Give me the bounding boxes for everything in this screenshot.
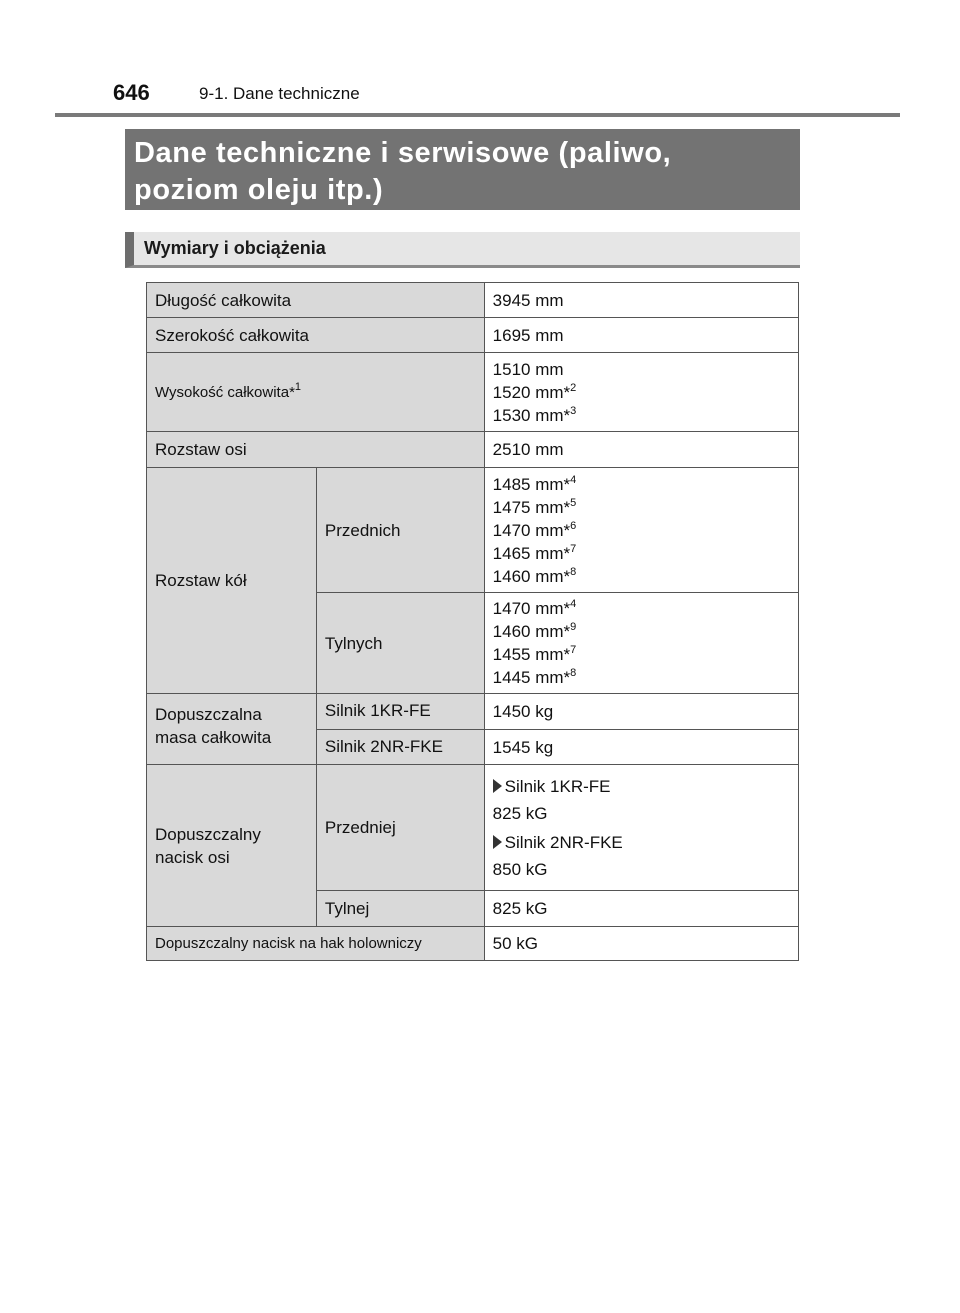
- engine-option: Silnik 1KR-FE: [493, 775, 790, 798]
- table-row: [147, 927, 799, 961]
- table-row: [147, 318, 799, 353]
- row-label: Wysokość całkowita*$^1$: [147, 353, 485, 432]
- row-label: Dopuszczalna masa całkowita: [147, 694, 317, 765]
- triangle-bullet-icon: [493, 835, 502, 849]
- row-sublabel: Silnik 2NR-FKE: [316, 730, 484, 765]
- page-number: 646: [113, 80, 150, 105]
- row-value: [484, 765, 798, 891]
- value-line: 1475 mm*$^5$: [492, 496, 577, 517]
- value-line: 1510 mm: [492, 359, 564, 379]
- subsection-title: Wymiary i obciążenia: [144, 238, 326, 258]
- row-value: 1695 mm: [484, 318, 798, 353]
- header-rule: [55, 113, 900, 117]
- row-value: [484, 468, 798, 593]
- subsection-header: [125, 232, 800, 268]
- row-label: Dopuszczalny nacisk osi: [147, 765, 317, 927]
- engine-option-value: 850 kG: [492, 859, 548, 879]
- value-line: 1445 mm*$^8$: [492, 667, 577, 687]
- table-row: [147, 353, 799, 432]
- row-sublabel: Tylnych: [316, 593, 484, 694]
- value-line: 1470 mm*$^4$: [492, 598, 577, 618]
- row-value: 3945 mm: [484, 283, 798, 318]
- row-label: Szerokość całkowita: [147, 318, 485, 353]
- row-value: 825 kG: [484, 891, 798, 927]
- table-row: [147, 468, 799, 593]
- table-row: [147, 694, 799, 730]
- row-sublabel: Przednich: [316, 468, 484, 593]
- triangle-bullet-icon: [493, 779, 502, 793]
- row-sublabel: Tylnej: [316, 891, 484, 927]
- value-line: 1460 mm*$^9$: [492, 621, 577, 641]
- row-label: Rozstaw kół: [147, 468, 317, 694]
- table-row: [147, 765, 799, 891]
- row-value: [484, 593, 798, 694]
- row-sublabel: Silnik 1KR-FE: [316, 694, 484, 730]
- page-title: [125, 129, 800, 210]
- row-label: Długość całkowita: [147, 283, 485, 318]
- value-line: 1460 mm*$^8$: [492, 565, 577, 586]
- engine-option-value: 825 kG: [492, 803, 548, 823]
- section-reference: 9-1. Dane techniczne: [199, 84, 360, 103]
- value-line: 1520 mm*$^2$: [492, 381, 577, 402]
- value-line: 1455 mm*$^7$: [492, 644, 577, 664]
- row-label: Rozstaw osi: [147, 432, 485, 468]
- value-line: 1485 mm*$^4$: [492, 473, 577, 494]
- table-row: [147, 283, 799, 318]
- table-row: [147, 432, 799, 468]
- engine-option: Silnik 2NR-FKE: [493, 831, 790, 854]
- dimensions-table: [146, 282, 799, 961]
- row-value: 1545 kg: [484, 730, 798, 765]
- row-value: 1450 kg: [484, 694, 798, 730]
- row-value: [484, 353, 798, 432]
- value-line: 1470 mm*$^6$: [492, 519, 577, 540]
- page-title-line-2: poziom oleju itp.): [134, 174, 384, 206]
- value-line: 1530 mm*$^3$: [492, 404, 577, 425]
- row-sublabel: Przedniej: [316, 765, 484, 891]
- row-value: 50 kG: [484, 927, 798, 961]
- row-label: Dopuszczalny nacisk na hak holowniczy: [147, 927, 485, 961]
- value-line: 1465 mm*$^7$: [492, 542, 577, 563]
- page-title-line-1: Dane techniczne i serwisowe (paliwo,: [134, 137, 672, 169]
- row-value: 2510 mm: [484, 432, 798, 468]
